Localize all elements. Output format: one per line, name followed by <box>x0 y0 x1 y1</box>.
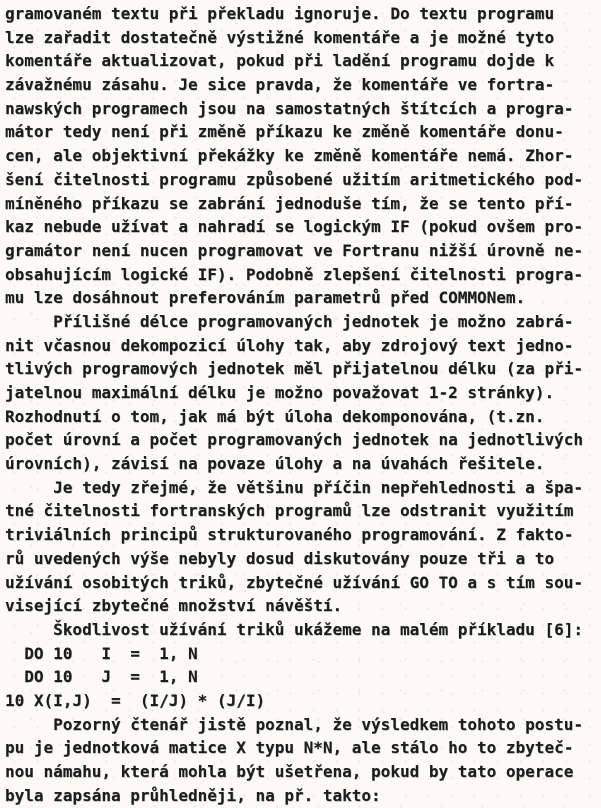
text-line: nit včasnou dekompozicí úlohy tak, aby zdrojový text jedno- <box>5 335 574 355</box>
text-line: počet úrovní a počet programovaných jednotek na jednotlivých <box>5 430 583 450</box>
text-line: Škodlivost užívání triků ukážeme na malém příkladu [6]: <box>5 619 583 639</box>
text-line: tlivých programových jednotek měl přijatelnou délku (za při- <box>5 359 583 379</box>
text-line: Rozhodnutí o tom, jak má být úloha dekomponována, (t.zn. <box>5 406 545 426</box>
text-line: nawských programech jsou na samostatných štítcích a progra- <box>5 98 574 118</box>
text-line: mu lze dosáhnout preferováním parametrů před COMMONem. <box>5 288 526 308</box>
text-line: rů uvedených výše nebyly dosud diskutovány pouze tři a to <box>5 548 555 568</box>
code-line: 10 X(I,J) = (I/J) * (J/I) <box>5 690 266 710</box>
text-line: komentáře aktualizovat, pokud při ladění programu dojde k <box>5 51 555 71</box>
text-line: triviálních principů strukturovaného programování. Z fakto- <box>5 525 574 545</box>
text-line: mátor tedy není při změně příkazu ke změně komentáře donu- <box>5 122 564 142</box>
text-line: pu je jednotková matice X typu N*N, ale stálo ho to zbyteč- <box>5 738 574 758</box>
text-line: gramovaném textu při překladu ignoruje. Do textu programu <box>5 4 555 23</box>
text-line: užívání osobitých triků, zbytečné užívání GO TO a s tím sou- <box>5 572 583 592</box>
text-line: míněného příkazu se zabrání jednoduše tím, že se tento pří- <box>5 193 574 213</box>
text-line: Je tedy zřejmé, že většinu příčin nepřehlednosti a špa- <box>5 477 583 497</box>
text-line: tné čitelnosti fortranských programů lze odstranit využitím <box>5 501 574 521</box>
text-line: závažnému zásahu. Je sice pravda, že komentáře ve fortra- <box>5 75 555 95</box>
text-line: kaz nebude užívat a nahradí se logickým IF (pokud ovšem pro- <box>5 217 583 237</box>
text-line: lze zařadit dostatečně výstižné komentáře a je možné tyto <box>5 27 555 47</box>
text-line: šení čitelnosti programu způsobené užitím aritmetického pod- <box>5 169 583 189</box>
text-line: visející zbytečné množství návěští. <box>5 596 343 616</box>
text-line: jatelnou maximální délku je možno považovat 1-2 stránky). <box>5 383 555 402</box>
text-line: byla zapsána průhledněji, na př. takto: <box>5 785 381 805</box>
text-line: nou námahu, která mohla být ušetřena, pokud by tato operace <box>5 762 574 781</box>
text-line: obsahujícím logické IF). Podobně zlepšení čitelnosti progra- <box>5 264 583 284</box>
text-line: Pozorný čtenář jistě poznal, že výsledkem tohoto postu- <box>5 714 583 734</box>
text-line: gramátor není nucen programovat ve Fortranu nižší úrovně ne- <box>5 240 583 260</box>
text-block <box>5 2 601 807</box>
text-line paragraph-start: Přílišné délce programovaných jednotek je možno zabrá- <box>5 311 574 331</box>
text-line: úrovních), závisí na povaze úlohy a na úvahách řešitele. <box>5 454 545 474</box>
code-line: DO 10 J = 1, N <box>5 667 198 687</box>
text-line: cen, ale objektivní překážky ke změně komentáře nemá. Zhor- <box>5 146 574 166</box>
code-line: DO 10 I = 1, N <box>5 643 198 663</box>
